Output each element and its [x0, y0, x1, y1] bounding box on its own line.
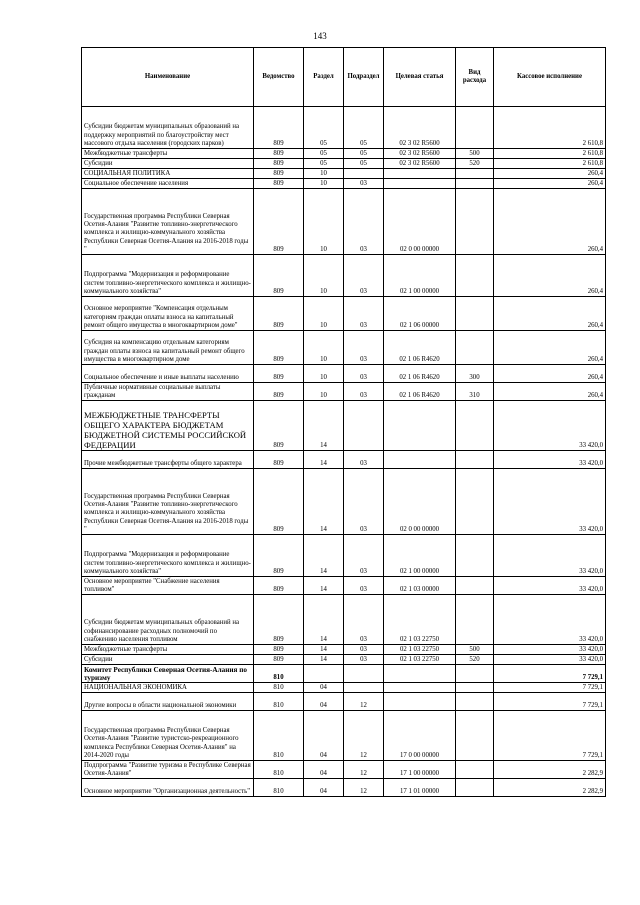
cell-department: 810	[254, 693, 304, 711]
cell-name: НАЦИОНАЛЬНАЯ ЭКОНОМИКА	[82, 683, 254, 693]
cell-expense-type	[456, 331, 494, 365]
cell-department: 809	[254, 595, 304, 645]
cell-amount: 260,4	[494, 255, 606, 297]
cell-expense-type	[456, 451, 494, 469]
cell-amount: 260,4	[494, 331, 606, 365]
table-row	[82, 577, 606, 595]
cell-name: Подпрограмма "Развитие туризма в Республике Северная Осетия-Алания"	[82, 761, 254, 779]
cell-amount: 33 420,0	[494, 595, 606, 645]
cell-amount: 33 420,0	[494, 655, 606, 665]
header-subsection: Подраздел	[344, 48, 384, 107]
cell-section: 10	[304, 255, 344, 297]
cell-target: 02 3 02 R5600	[384, 159, 456, 169]
cell-subsection: 12	[344, 693, 384, 711]
cell-department: 809	[254, 189, 304, 255]
table-row	[82, 331, 606, 365]
cell-amount: 33 420,0	[494, 645, 606, 655]
table-row	[82, 655, 606, 665]
cell-department: 810	[254, 761, 304, 779]
cell-subsection: 12	[344, 761, 384, 779]
table-row	[82, 535, 606, 577]
cell-section: 04	[304, 683, 344, 693]
cell-target: 02 1 06 R4620	[384, 383, 456, 401]
cell-name: Субсидии бюджетам муниципальных образований на софинансирование расходных полномочий по снабжению населения топливом	[82, 595, 254, 645]
cell-target	[384, 179, 456, 189]
cell-expense-type: 520	[456, 655, 494, 665]
cell-department: 810	[254, 779, 304, 797]
cell-name: Субсидии	[82, 655, 254, 665]
cell-subsection	[344, 169, 384, 179]
cell-section: 14	[304, 535, 344, 577]
cell-name: Подпрограмма "Модернизация и реформирование систем топливно-энергетического комплекса и жилищно-коммунального хозяйства"	[82, 255, 254, 297]
cell-amount: 2 610,8	[494, 107, 606, 149]
cell-expense-type	[456, 711, 494, 761]
cell-target	[384, 401, 456, 451]
cell-department: 809	[254, 401, 304, 451]
cell-amount: 260,4	[494, 179, 606, 189]
table-row	[82, 711, 606, 761]
cell-section	[304, 665, 344, 683]
cell-name: МЕЖБЮДЖЕТНЫЕ ТРАНСФЕРТЫ ОБЩЕГО ХАРАКТЕРА БЮДЖЕТАМ БЮДЖЕТНОЙ СИСТЕМЫ РОССИЙСКОЙ ФЕДЕРАЦИИ	[82, 401, 254, 451]
header-execution: Кассовое исполнение	[494, 48, 606, 107]
cell-amount: 260,4	[494, 297, 606, 331]
table-row	[82, 761, 606, 779]
cell-department: 809	[254, 577, 304, 595]
cell-amount: 260,4	[494, 189, 606, 255]
cell-section: 14	[304, 645, 344, 655]
cell-name: Публичные нормативные социальные выплаты гражданам	[82, 383, 254, 401]
cell-department: 810	[254, 665, 304, 683]
cell-name: Основное мероприятие "Компенсация отдельным категориям граждан оплаты взноса на капитальный ремонт общего имущества в многоквартирном доме"	[82, 297, 254, 331]
cell-subsection: 03	[344, 451, 384, 469]
cell-department: 809	[254, 179, 304, 189]
cell-target: 02 1 03 22750	[384, 595, 456, 645]
cell-section: 10	[304, 179, 344, 189]
cell-amount: 2 282,9	[494, 779, 606, 797]
cell-target: 02 3 02 R5600	[384, 107, 456, 149]
cell-target: 17 0 00 00000	[384, 711, 456, 761]
header-name: Наименование	[82, 48, 254, 107]
cell-name: Основное мероприятие "Организационная деятельность"	[82, 779, 254, 797]
cell-subsection: 03	[344, 365, 384, 383]
cell-department: 809	[254, 159, 304, 169]
cell-expense-type	[456, 107, 494, 149]
cell-name: Подпрограмма "Модернизация и реформирование систем топливно-энергетического комплекса и жилищно-коммунального хозяйства"	[82, 535, 254, 577]
cell-amount: 7 729,1	[494, 711, 606, 761]
cell-target: 02 1 03 00000	[384, 577, 456, 595]
cell-section: 05	[304, 149, 344, 159]
cell-subsection	[344, 665, 384, 683]
cell-expense-type	[456, 665, 494, 683]
cell-target	[384, 683, 456, 693]
cell-subsection: 03	[344, 383, 384, 401]
table-row	[82, 451, 606, 469]
cell-expense-type	[456, 683, 494, 693]
cell-department: 810	[254, 683, 304, 693]
cell-department: 809	[254, 451, 304, 469]
cell-section: 10	[304, 383, 344, 401]
table-row	[82, 595, 606, 645]
cell-expense-type: 500	[456, 149, 494, 159]
table-row	[82, 401, 606, 451]
cell-department: 809	[254, 149, 304, 159]
cell-subsection: 03	[344, 577, 384, 595]
cell-section: 05	[304, 107, 344, 149]
budget-table	[81, 47, 606, 797]
cell-expense-type	[456, 595, 494, 645]
table-row	[82, 683, 606, 693]
cell-department: 810	[254, 711, 304, 761]
cell-section: 14	[304, 401, 344, 451]
page-number: 143	[313, 31, 327, 41]
cell-name: Государственная программа Республики Северная Осетия-Алания "Развитие туристско-рекреационного комплекса Республики Северная Осетия-Алания" на 2014-2020 годы	[82, 711, 254, 761]
cell-department: 809	[254, 469, 304, 535]
cell-department: 809	[254, 655, 304, 665]
cell-subsection: 03	[344, 189, 384, 255]
table-row	[82, 179, 606, 189]
cell-section: 14	[304, 655, 344, 665]
cell-subsection: 03	[344, 535, 384, 577]
cell-subsection: 03	[344, 297, 384, 331]
cell-name: Другие вопросы в области национальной экономики	[82, 693, 254, 711]
cell-section: 10	[304, 331, 344, 365]
cell-name: Субсидии	[82, 159, 254, 169]
cell-subsection: 03	[344, 655, 384, 665]
table-row	[82, 645, 606, 655]
table-row	[82, 149, 606, 159]
cell-target	[384, 451, 456, 469]
cell-target: 02 1 00 00000	[384, 535, 456, 577]
cell-amount: 33 420,0	[494, 469, 606, 535]
cell-name: Государственная программа Республики Северная Осетия-Алания "Развитие топливно-энергетического комплекса и жилищно-коммунального хозяйства Республики Северная Осетия-Алания на 2016-2018 годы "	[82, 469, 254, 535]
cell-expense-type: 310	[456, 383, 494, 401]
cell-target: 02 1 06 00000	[384, 297, 456, 331]
cell-expense-type: 300	[456, 365, 494, 383]
header-target: Целевая статья	[384, 48, 456, 107]
table-row	[82, 383, 606, 401]
cell-target: 17 1 01 00000	[384, 779, 456, 797]
cell-target: 02 1 06 R4620	[384, 331, 456, 365]
cell-subsection: 03	[344, 645, 384, 655]
header-section: Раздел	[304, 48, 344, 107]
cell-section: 14	[304, 595, 344, 645]
cell-name: Социальное обеспечение и иные выплаты населению	[82, 365, 254, 383]
cell-expense-type	[456, 189, 494, 255]
cell-expense-type: 500	[456, 645, 494, 655]
cell-target	[384, 693, 456, 711]
cell-amount: 7 729,1	[494, 665, 606, 683]
cell-expense-type	[456, 179, 494, 189]
cell-subsection: 03	[344, 331, 384, 365]
table-row	[82, 169, 606, 179]
table-row	[82, 365, 606, 383]
cell-section: 10	[304, 297, 344, 331]
cell-amount: 2 610,8	[494, 159, 606, 169]
cell-expense-type	[456, 693, 494, 711]
cell-department: 809	[254, 365, 304, 383]
cell-amount: 260,4	[494, 383, 606, 401]
cell-target: 02 3 02 R5600	[384, 149, 456, 159]
table-row	[82, 297, 606, 331]
cell-name: Прочие межбюджетные трансферты общего характера	[82, 451, 254, 469]
cell-expense-type	[456, 779, 494, 797]
cell-target: 02 0 00 00000	[384, 189, 456, 255]
cell-subsection: 12	[344, 779, 384, 797]
table-row	[82, 107, 606, 149]
cell-section: 10	[304, 365, 344, 383]
cell-subsection	[344, 683, 384, 693]
cell-section: 04	[304, 761, 344, 779]
cell-target: 02 1 03 22750	[384, 655, 456, 665]
cell-expense-type	[456, 761, 494, 779]
cell-target	[384, 665, 456, 683]
cell-name: Основное мероприятие "Снабжение населения топливом"	[82, 577, 254, 595]
cell-subsection: 03	[344, 255, 384, 297]
cell-name: СОЦИАЛЬНАЯ ПОЛИТИКА	[82, 169, 254, 179]
table-row	[82, 693, 606, 711]
cell-section: 05	[304, 159, 344, 169]
cell-expense-type	[456, 255, 494, 297]
cell-expense-type	[456, 401, 494, 451]
table-row	[82, 255, 606, 297]
cell-name: Субсидии бюджетам муниципальных образований на поддержку мероприятий по благоустройству мест массового отдыха населения (городских парков)	[82, 107, 254, 149]
cell-amount: 33 420,0	[494, 451, 606, 469]
cell-amount: 33 420,0	[494, 577, 606, 595]
cell-target: 02 1 00 00000	[384, 255, 456, 297]
header-expense-type: Вид расхода	[456, 48, 494, 107]
cell-amount: 2 610,8	[494, 149, 606, 159]
cell-subsection: 05	[344, 159, 384, 169]
cell-name: Комитет Республики Северная Осетия-Алания по туризму	[82, 665, 254, 683]
cell-department: 809	[254, 297, 304, 331]
cell-expense-type	[456, 469, 494, 535]
cell-section: 04	[304, 779, 344, 797]
cell-subsection	[344, 401, 384, 451]
cell-subsection: 03	[344, 469, 384, 535]
cell-section: 14	[304, 451, 344, 469]
table-row	[82, 189, 606, 255]
cell-name: Социальное обеспечение населения	[82, 179, 254, 189]
cell-subsection: 05	[344, 107, 384, 149]
cell-amount: 260,4	[494, 169, 606, 179]
cell-expense-type	[456, 169, 494, 179]
cell-subsection: 03	[344, 179, 384, 189]
table-header-row	[82, 48, 606, 107]
cell-amount: 7 729,1	[494, 693, 606, 711]
cell-target: 02 1 06 R4620	[384, 365, 456, 383]
cell-section: 14	[304, 469, 344, 535]
cell-expense-type	[456, 577, 494, 595]
cell-expense-type	[456, 535, 494, 577]
table-row	[82, 779, 606, 797]
cell-subsection: 05	[344, 149, 384, 159]
cell-section: 04	[304, 693, 344, 711]
cell-target: 02 0 00 00000	[384, 469, 456, 535]
cell-department: 809	[254, 107, 304, 149]
cell-amount: 33 420,0	[494, 401, 606, 451]
cell-section: 14	[304, 577, 344, 595]
cell-section: 10	[304, 189, 344, 255]
cell-name: Межбюджетные трансферты	[82, 645, 254, 655]
cell-department: 809	[254, 645, 304, 655]
cell-expense-type	[456, 297, 494, 331]
cell-target	[384, 169, 456, 179]
cell-department: 809	[254, 535, 304, 577]
cell-amount: 7 729,1	[494, 683, 606, 693]
cell-amount: 2 282,9	[494, 761, 606, 779]
cell-department: 809	[254, 383, 304, 401]
cell-subsection: 12	[344, 711, 384, 761]
header-department: Ведомство	[254, 48, 304, 107]
cell-amount: 33 420,0	[494, 535, 606, 577]
cell-expense-type: 520	[456, 159, 494, 169]
cell-name: Межбюджетные трансферты	[82, 149, 254, 159]
table-row	[82, 159, 606, 169]
cell-department: 809	[254, 331, 304, 365]
cell-name: Субсидия на компенсацию отдельным категориям граждан оплаты взноса на капитальный ремонт общего имущества в многоквартирном доме	[82, 331, 254, 365]
cell-section: 10	[304, 169, 344, 179]
cell-subsection: 03	[344, 595, 384, 645]
cell-department: 809	[254, 255, 304, 297]
cell-amount: 260,4	[494, 365, 606, 383]
cell-section: 04	[304, 711, 344, 761]
cell-target: 17 1 00 00000	[384, 761, 456, 779]
table-row	[82, 665, 606, 683]
cell-target: 02 1 03 22750	[384, 645, 456, 655]
table-row	[82, 469, 606, 535]
cell-department: 809	[254, 169, 304, 179]
cell-name: Государственная программа Республики Северная Осетия-Алания "Развитие топливно-энергетического комплекса и жилищно-коммунального хозяйства Республики Северная Осетия-Алания на 2016-2018 годы "	[82, 189, 254, 255]
